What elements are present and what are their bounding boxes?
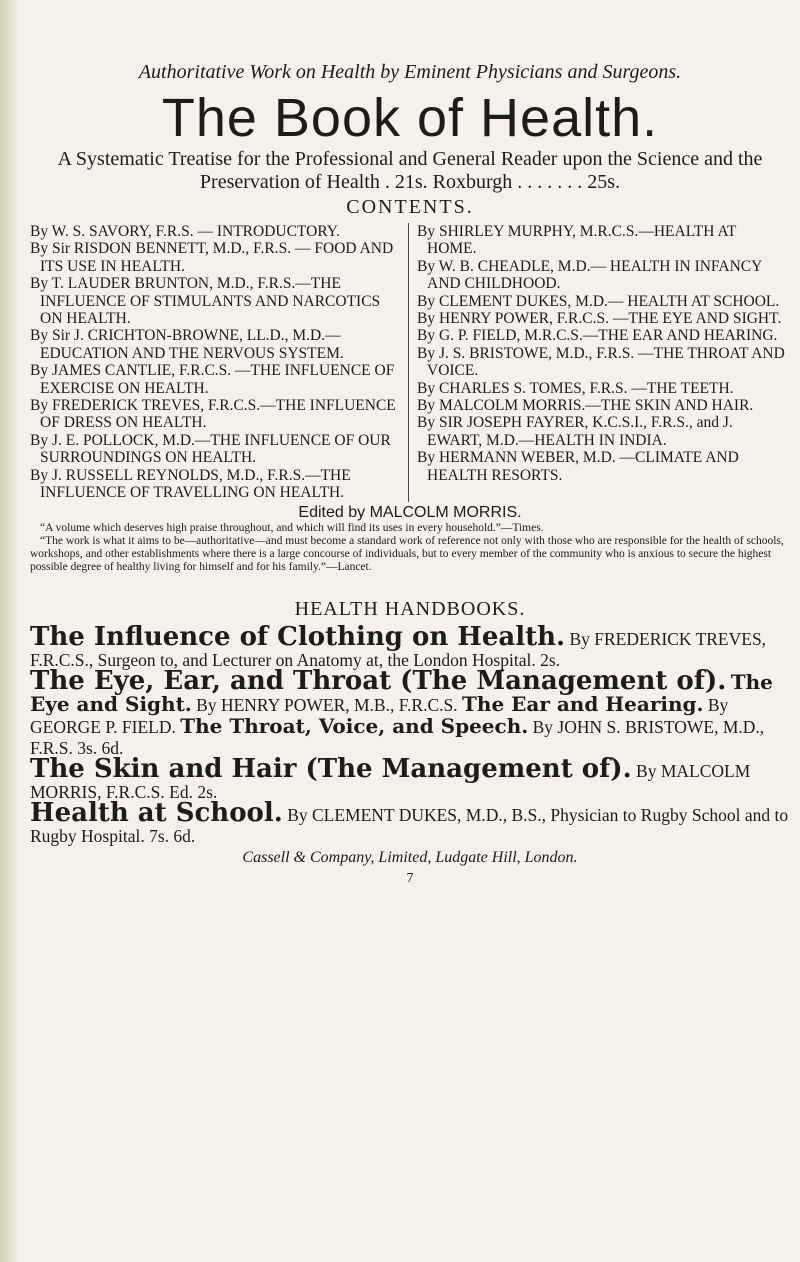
contents-left-column	[30, 223, 409, 502]
contents-entry: By JAMES CANTLIE, F.R.C.S. —THE INFLUENCE OF EXERCISE ON HEALTH.	[30, 362, 395, 397]
contents-entry: By G. P. FIELD, M.R.C.S.—THE EAR AND HEARING.	[417, 327, 778, 345]
handbook-subtitle: The Eye and Sight.	[30, 669, 773, 716]
handbook-title: The Skin and Hair (The Management of).	[30, 753, 632, 784]
contents-entry: By T. LAUDER BRUNTON, M.D., F.R.S.—THE INFLUENCE OF STIMULANTS AND NARCOTICS ON HEALTH.	[30, 275, 381, 328]
contents-entry: By Sir J. CRICHTON-BROWNE, LL.D., M.D.—EDUCATION AND THE NERVOUS SYSTEM.	[30, 327, 344, 362]
contents-entry: By SHIRLEY MURPHY, M.R.C.S.—HEALTH AT HOME.	[417, 223, 737, 258]
handbook-health-at-school	[30, 797, 790, 847]
handbook-clothing	[30, 621, 790, 671]
contents-entry: By CHARLES S. TOMES, F.R.S. —THE TEETH.	[417, 379, 734, 397]
review-quote: “The work is what it aims to be—authoritative—and must become a standard work of reference not only with those who are responsible for the health of schools, workshops, and other establishments where there is a large concourse of individuals, but to every member of the community who is anxious to secure the highest possible degree of healthy living for himself and for his family.”—Lancet.	[30, 534, 784, 573]
handbooks-heading: HEALTH HANDBOOKS.	[294, 597, 526, 620]
handbook-description: By MALCOLM MORRIS, F.R.C.S. Ed. 2s.	[30, 760, 751, 802]
handbook-title: The Eye, Ear, and Throat (The Management of).	[30, 665, 727, 696]
contents-entry: By HERMANN WEBER, M.D. —CLIMATE AND HEALTH RESORTS.	[417, 449, 739, 484]
book-title: The Book of Health.	[161, 88, 659, 148]
handbook-subtitle: The Ear and Hearing.	[462, 691, 704, 716]
contents-heading: CONTENTS.	[346, 196, 474, 218]
handbook-eye-ear-throat	[30, 665, 790, 759]
advertisement-page	[30, 60, 790, 887]
handbook-subtitle: The Throat, Voice, and Speech.	[180, 713, 529, 738]
contents-entry: By J. E. POLLOCK, M.D.—THE INFLUENCE OF OUR SURROUNDINGS ON HEALTH.	[30, 431, 391, 467]
handbook-description: By FREDERICK TREVES, F.R.C.S., Surgeon to, and Lecturer on Anatomy at, the London Hospital. 2s.	[30, 628, 767, 670]
contents-columns	[30, 223, 790, 502]
handbook-title: The Influence of Clothing on Health.	[30, 621, 566, 652]
contents-entry: By FREDERICK TREVES, F.R.C.S.—THE INFLUENCE OF DRESS ON HEALTH.	[30, 397, 396, 432]
contents-entry: By HENRY POWER, F.R.C.S. —THE EYE AND SIGHT.	[417, 310, 782, 328]
contents-entry: By CLEMENT DUKES, M.D.— HEALTH AT SCHOOL.	[417, 292, 780, 310]
contents-entry: By Sir RISDON BENNETT, M.D., F.R.S. — FOOD AND ITS USE IN HEALTH.	[30, 240, 394, 275]
review-quote: “A volume which deserves high praise throughout, and which will find its uses in every household.”—Times.	[40, 521, 544, 534]
contents-right-column	[409, 223, 787, 502]
handbook-title: Health at School.	[30, 797, 283, 828]
handbook-description: By JOHN S. BRISTOWE, M.D., F.R.S. 3s. 6d.	[30, 716, 765, 758]
contents-entry: By MALCOLM MORRIS.—THE SKIN AND HAIR.	[417, 397, 754, 415]
handbook-description: By GEORGE P. FIELD.	[30, 694, 729, 737]
handbook-description: By CLEMENT DUKES, M.D., B.S., Physician to Rugby School and to Rugby Hospital. 7s. 6d.	[30, 804, 789, 846]
contents-entry: By W. B. CHEADLE, M.D.— HEALTH IN INFANCY AND CHILDHOOD.	[417, 257, 762, 293]
book-subtitle: A Systematic Treatise for the Professional and General Reader upon the Science and the Preservation of Health . 21s. Roxburgh . . . . . . . 25s.	[57, 148, 763, 193]
handbook-skin-hair	[30, 753, 790, 803]
contents-entry: By J. S. BRISTOWE, M.D., F.R.S. —THE THROAT AND VOICE.	[417, 344, 785, 380]
tagline: Authoritative Work on Health by Eminent Physicians and Surgeons.	[138, 61, 682, 83]
contents-entry: By SIR JOSEPH FAYRER, K.C.S.I., F.R.S., and J. EWART, M.D.—HEALTH IN INDIA.	[417, 414, 733, 449]
contents-entry: By W. S. SAVORY, F.R.S. — INTRODUCTORY.	[30, 223, 340, 240]
editor-line: Edited by MALCOLM MORRIS.	[298, 503, 522, 521]
handbook-description: By HENRY POWER, M.B., F.R.C.S.	[196, 694, 458, 715]
publisher-line: Cassell & Company, Limited, Ludgate Hill, London.	[242, 848, 578, 866]
page-number: 7	[406, 870, 414, 886]
handbooks-list	[30, 621, 790, 847]
page-binding-edge	[0, 0, 20, 1262]
contents-entry: By J. RUSSELL REYNOLDS, M.D., F.R.S.—THE INFLUENCE OF TRAVELLING ON HEALTH.	[30, 466, 351, 502]
